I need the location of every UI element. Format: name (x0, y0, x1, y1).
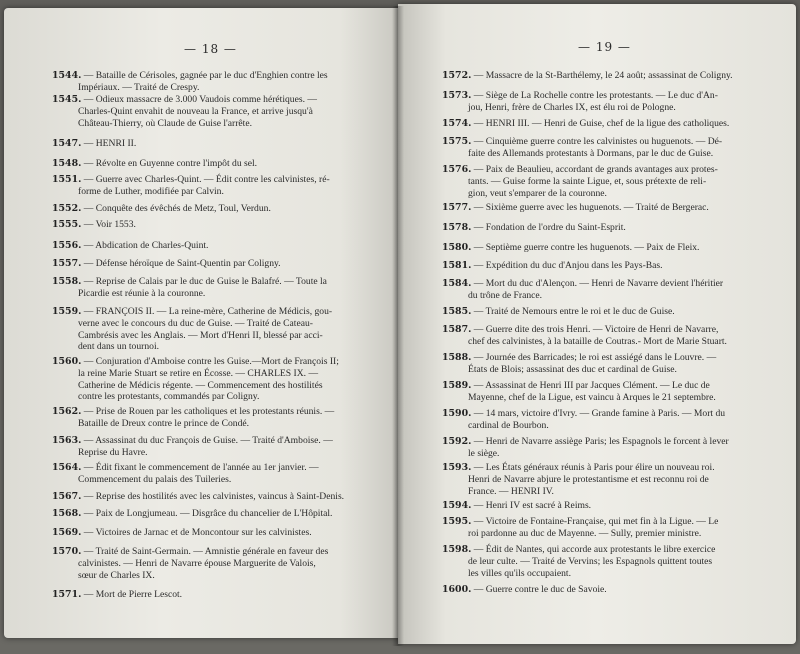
entry-text-continuation: Charles-Quint envahit de nouveau la France, et arrive jusqu'à (78, 105, 313, 117)
entry-text: — Mort de Pierre Lescot. (83, 589, 183, 600)
chronology-entry (52, 306, 370, 353)
entry-year: 1558. (52, 276, 82, 287)
entry-text: — Septième guerre contre les huguenots. — Paix de Fleix. (473, 242, 700, 253)
chronology-entry (442, 324, 767, 348)
entry-text-continuation: Reprise du Havre. (78, 446, 148, 458)
chronology-entry (442, 306, 767, 318)
entry-text-continuation: chef des calvinistes, à la bataille de Coutras.- Mort de Marie Stuart. (468, 335, 727, 347)
entry-text: — Révolte en Guyenne contre l'impôt du sel. (83, 158, 258, 169)
entry-year: 1572. (442, 70, 472, 81)
entry-text: — FRANÇOIS II. — La reine-mère, Catherine de Médicis, gou- (83, 306, 333, 317)
entry-year: 1559. (52, 306, 82, 317)
entry-text-continuation: États de Blois; assassinat des duc et cardinal de Guise. (468, 363, 677, 375)
chronology-entry (442, 352, 767, 376)
entry-text: — Prise de Rouen par les catholiques et les protestants réunis. — (83, 406, 335, 417)
chronology-entry (52, 258, 370, 270)
entry-year: 1590. (442, 408, 472, 419)
entry-text: — Bataille de Cérisoles, gagnée par le duc d'Enghien contre les (83, 70, 328, 81)
entry-year: 1567. (52, 491, 82, 502)
chronology-entry (442, 500, 767, 512)
entry-text: — Reprise des hostilités avec les calvinistes, vaincus à Saint-Denis. (83, 491, 345, 502)
entry-year: 1576. (442, 164, 472, 175)
entry-text: — Massacre de la St-Barthélemy, le 24 août; assassinat de Coligny. (473, 70, 733, 81)
entry-text: — Assassinat de Henri III par Jacques Clément. — Le duc de (473, 380, 710, 391)
entry-text: — Henri de Navarre assiège Paris; les Espagnols le forcent à lever (473, 436, 729, 447)
chronology-entry (442, 118, 767, 130)
entry-text: — Voir 1553. (83, 219, 136, 230)
entry-year: 1564. (52, 462, 82, 473)
entry-text: — Guerre contre le duc de Savoie. (473, 584, 607, 595)
chronology-entry (52, 406, 370, 430)
chronology-entry (52, 546, 370, 581)
entry-text-continuation: Commencement du palais des Tuileries. (78, 473, 232, 485)
chronology-entry (442, 242, 767, 254)
entry-year: 1560. (52, 356, 82, 367)
entry-year: 1588. (442, 352, 472, 363)
entry-text: — 14 mars, victoire d'Ivry. — Grande famine à Paris. — Mort du (473, 408, 726, 419)
entry-text: — Victoire de Fontaine-Française, qui met fin à la Ligue. — Le (473, 516, 719, 527)
entry-text-continuation: tants. — Guise forme la sainte Ligue, et, sous prétexte de reli- (468, 175, 707, 187)
entry-year: 1555. (52, 219, 82, 230)
chronology-entry (442, 136, 767, 160)
chronology-entry (442, 260, 767, 272)
chronology-entry (52, 70, 370, 94)
chronology-entry (52, 219, 370, 231)
entry-text-continuation: Bataille de Dreux contre le prince de Condé. (78, 417, 250, 429)
entry-text-continuation: de leur culte. — Traité de Vervins; les Espagnols quittent toutes (468, 555, 713, 567)
chronology-entry (442, 462, 767, 497)
chronology-entry (442, 70, 767, 82)
entry-text: — Conquête des évêchés de Metz, Toul, Verdun. (83, 203, 271, 214)
entry-text-continuation: Catherine de Médicis régente. — Commencement des hostilités (78, 379, 323, 391)
entry-text: — Abdication de Charles-Quint. (83, 240, 209, 251)
entry-year: 1544. (52, 70, 82, 81)
entry-text-continuation: France. — HENRI IV. (468, 485, 554, 497)
left-page (4, 8, 399, 638)
entry-text: — Paix de Longjumeau. — Disgrâce du chancelier de L'Hôpital. (83, 508, 333, 519)
entry-year: 1556. (52, 240, 82, 251)
entry-text: — Guerre dite des trois Henri. — Victoire de Henri de Navarre, (473, 324, 719, 335)
chronology-entry (442, 544, 767, 579)
entry-text: — Édit de Nantes, qui accorde aux protestants le libre exercice (473, 544, 716, 555)
entry-text: — Défense héroïque de Saint-Quentin par Coligny. (83, 258, 281, 269)
entry-text-continuation: forme de Luther, modifiée par Calvin. (78, 185, 224, 197)
chronology-entry (52, 508, 370, 520)
chronology-entry (52, 138, 370, 150)
entry-year: 1548. (52, 158, 82, 169)
chronology-entry (52, 356, 370, 403)
entry-text: — Reprise de Calais par le duc de Guise le Balafré. — Toute la (83, 276, 327, 287)
entry-year: 1598. (442, 544, 472, 555)
entry-year: 1580. (442, 242, 472, 253)
entry-text: — HENRI III. — Henri de Guise, chef de la ligue des catholiques. (473, 118, 730, 129)
entry-year: 1563. (52, 435, 82, 446)
entry-text-continuation: sœur de Charles IX. (78, 569, 155, 581)
chronology-entry (52, 491, 370, 503)
entry-text-continuation: dent dans un tournoi. (78, 341, 160, 353)
entry-text-continuation: les villes qu'ils occupaient. (468, 567, 571, 579)
chronology-entry (52, 435, 370, 459)
entry-year: 1574. (442, 118, 472, 129)
entry-text-continuation: Henri de Navarre abjure le protestantisme et est reconnu roi de (468, 473, 709, 485)
chronology-entry (52, 240, 370, 252)
chronology-entry (52, 94, 370, 129)
entry-year: 1584. (442, 278, 472, 289)
entry-text: — Conjuration d'Amboise contre les Guise.—Mort de François II; (83, 356, 339, 367)
entry-year: 1573. (442, 90, 472, 101)
entry-text: — Guerre avec Charles-Quint. — Édit contre les calvinistes, ré- (83, 174, 330, 185)
entry-text-continuation: Impériaux. — Traité de Crespy. (78, 81, 200, 93)
entry-text: — Fondation de l'ordre du Saint-Esprit. (473, 222, 626, 233)
entry-year: 1568. (52, 508, 82, 519)
entry-text: — Expédition du duc d'Anjou dans les Pays-Bas. (473, 260, 663, 271)
chronology-entry (52, 158, 370, 170)
chronology-entry (52, 174, 370, 198)
entry-text-continuation: calvinistes. — Henri de Navarre épouse Marguerite de Valois, (78, 557, 316, 569)
entry-year: 1589. (442, 380, 472, 391)
entry-year: 1570. (52, 546, 82, 557)
entry-text-continuation: verne avec le concours du duc de Guise. — Traité de Cateau- (78, 317, 313, 329)
entry-text: — HENRI II. (83, 138, 137, 149)
entry-text: — Traité de Saint-Germain. — Amnistie générale en faveur des (83, 546, 329, 557)
chronology-entry (442, 380, 767, 404)
entry-text: — Cinquième guerre contre les calvinistes ou huguenots. — Dé- (473, 136, 723, 147)
entry-year: 1578. (442, 222, 472, 233)
entry-text: — Henri IV est sacré à Reims. (473, 500, 592, 511)
entry-text: — Édit fixant le commencement de l'année au 1er janvier. — (83, 462, 319, 473)
entry-text-continuation: contre les protestants, commandés par Coligny. (78, 391, 260, 403)
entry-text: — Paix de Beaulieu, accordant de grands avantages aux protes- (473, 164, 718, 175)
chronology-entry (52, 276, 370, 300)
entry-year: 1600. (442, 584, 472, 595)
chronology-entry (442, 90, 767, 114)
entry-text-continuation: roi pardonne au duc de Mayenne. — Sully, premier ministre. (468, 527, 702, 539)
entry-text: — Journée des Barricades; le roi est assiégé dans le Louvre. — (473, 352, 717, 363)
chronology-entry (52, 589, 370, 601)
entry-text: — Mort du duc d'Alençon. — Henri de Navarre devient l'héritier (473, 278, 724, 289)
chronology-entry (442, 516, 767, 540)
entry-year: 1587. (442, 324, 472, 335)
entry-year: 1557. (52, 258, 82, 269)
entry-year: 1581. (442, 260, 472, 271)
entry-text-continuation: la reine Marie Stuart se retire en Écosse. — CHARLES IX. — (78, 367, 319, 379)
entry-year: 1577. (442, 202, 472, 213)
chronology-entry (442, 584, 767, 596)
entry-year: 1592. (442, 436, 472, 447)
page-number-left: — 18 — (184, 42, 237, 56)
chronology-entry (442, 436, 767, 460)
chronology-entry (442, 202, 767, 214)
entry-text: — Traité de Nemours entre le roi et le duc de Guise. (473, 306, 675, 317)
entry-year: 1585. (442, 306, 472, 317)
entry-text-continuation: Picardie est réunie à la couronne. (78, 287, 206, 299)
entry-text-continuation: Cambrésis avec les Anglais. — Mort d'Henri II, blessé par acci- (78, 329, 323, 341)
chronology-entry (442, 164, 767, 199)
entry-text-continuation: Mayenne, chef de la Ligue, est vaincu à Arques le 21 septembre. (468, 391, 716, 403)
entry-year: 1545. (52, 94, 82, 105)
entry-text-continuation: gion, veut s'emparer de la couronne. (468, 187, 607, 199)
entry-year: 1575. (442, 136, 472, 147)
entry-year: 1547. (52, 138, 82, 149)
entry-text-continuation: faite des Allemands protestants à Dormans, par le duc de Guise. (468, 147, 714, 159)
chronology-entry (442, 222, 767, 234)
chronology-entry (52, 527, 370, 539)
entry-year: 1562. (52, 406, 82, 417)
chronology-entry (442, 278, 767, 302)
entry-year: 1551. (52, 174, 82, 185)
entry-text: — Odieux massacre de 3.000 Vaudois comme hérétiques. — (83, 94, 317, 105)
entry-text-continuation: jou, Henri, frère de Charles IX, est élu roi de Pologne. (468, 101, 676, 113)
entry-year: 1593. (442, 462, 472, 473)
entry-year: 1569. (52, 527, 82, 538)
entry-text: — Les États généraux réunis à Paris pour élire un nouveau roi. (473, 462, 715, 473)
chronology-entry (52, 462, 370, 486)
entry-text: — Sixième guerre avec les huguenots. — Traité de Bergerac. (473, 202, 709, 213)
entry-text-continuation: cardinal de Bourbon. (468, 419, 549, 431)
entry-text: — Assassinat du duc François de Guise. — Traité d'Amboise. — (83, 435, 333, 446)
entry-text-continuation: du trône de France. (468, 289, 543, 301)
chronology-entry (52, 203, 370, 215)
right-page (398, 4, 796, 644)
entry-text: — Victoires de Jarnac et de Moncontour sur les calvinistes. (83, 527, 312, 538)
page-number-right: — 19 — (578, 40, 631, 54)
entry-year: 1571. (52, 589, 82, 600)
entry-year: 1594. (442, 500, 472, 511)
entry-text: — Siège de La Rochelle contre les protestants. — Le duc d'An- (473, 90, 718, 101)
entry-text-continuation: le siège. (468, 447, 500, 459)
entry-text-continuation: Château-Thierry, où Claude de Guise l'arrête. (78, 117, 252, 129)
entry-year: 1595. (442, 516, 472, 527)
chronology-entry (442, 408, 767, 432)
entry-year: 1552. (52, 203, 82, 214)
